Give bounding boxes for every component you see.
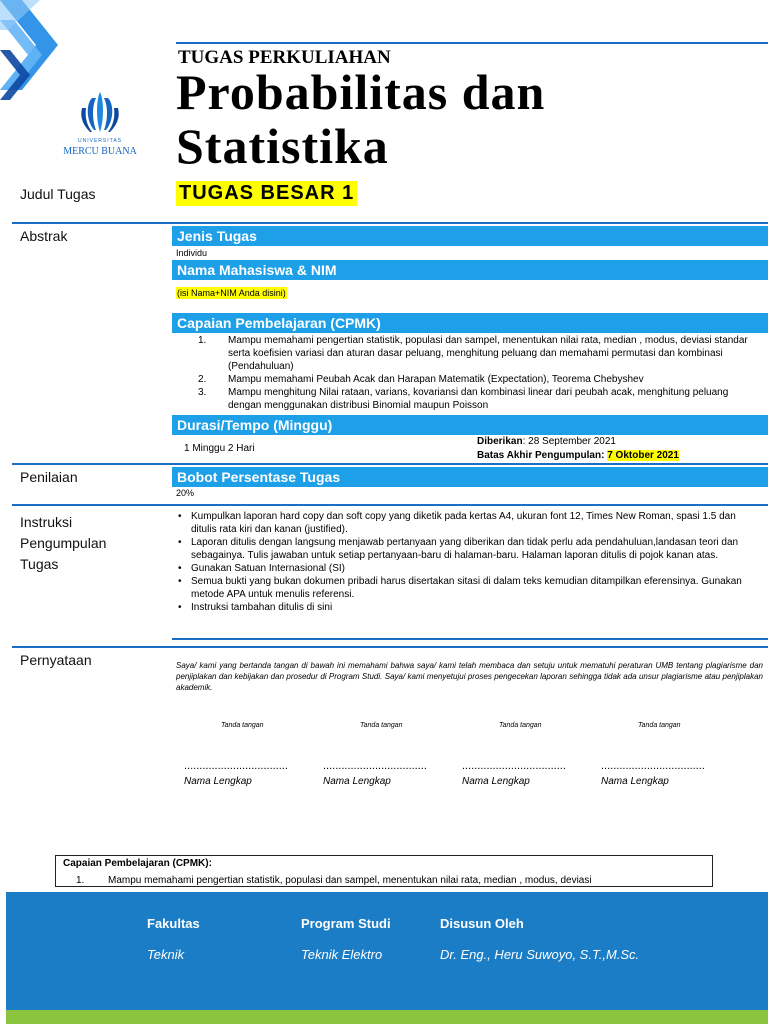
- prodi-label: Program Studi: [301, 916, 391, 931]
- batas-row: [477, 450, 679, 461]
- university-logo: [52, 90, 148, 166]
- cpmk-list: [176, 334, 760, 412]
- pernyataan-rule: [12, 646, 768, 648]
- cpmk-box-title: Capaian Pembelajaran (CPMK):: [63, 858, 212, 869]
- instruksi-label-3: Tugas: [20, 556, 59, 572]
- list-item: • Instruksi tambahan ditulis di sini: [176, 601, 760, 614]
- list-item: • Semua bukti yang bukan dokumen pribadi harus disertakan sitasi di dalam teks kemudian ditampilkan eferensinya. Gunakan metode APA untuk menulis referensi.: [176, 575, 760, 601]
- signature-line: ..................................: [323, 760, 427, 772]
- signature-name: Nama Lengkap: [601, 776, 669, 787]
- instruksi-label-1: Instruksi: [20, 514, 73, 530]
- logo-small-text: UNIVERSITAS: [78, 138, 122, 144]
- cpmk-num: 2.: [198, 374, 207, 385]
- signature-line: ..................................: [184, 760, 288, 772]
- page-title-line2: Statistika: [176, 118, 389, 174]
- logo-mark-icon: [52, 90, 148, 140]
- diberikan-row: [477, 436, 616, 447]
- signature-line: ..................................: [601, 760, 705, 772]
- abstrak-rule: [12, 222, 768, 224]
- cpmk-header: Capaian Pembelajaran (CPMK): [172, 313, 768, 333]
- diberikan-value: : 28 September 2021: [522, 436, 616, 447]
- penilaian-rule: [12, 463, 768, 465]
- bobot-value: 20%: [176, 488, 195, 498]
- instruksi-bottom-rule: [172, 638, 768, 640]
- penilaian-label: Penilaian: [20, 469, 78, 485]
- prodi-value: Teknik Elektro: [301, 947, 383, 962]
- pernyataan-label: Pernyataan: [20, 652, 92, 668]
- instruksi-rule: [12, 504, 768, 506]
- logo-name-text: MERCU BUANA: [63, 146, 137, 157]
- list-item: • Kumpulkan laporan hard copy dan soft copy yang diketik pada kertas A4, ukuran font 12, Times New Roman, spasi 1.5 dan ditulis rata kiri dan kanan (justified).: [176, 510, 760, 536]
- cpmk-text: Mampu memahami Peubah Acak dan Harapan Matematik (Expectation), Teorema Chebyshev: [228, 374, 644, 385]
- nama-nim-header: Nama Mahasiswa & NIM: [172, 260, 768, 280]
- cpmk-text: Mampu memahami pengertian statistik, populasi dan sampel, menentukan nilai rata, median , modus, deviasi standar serta koefisien variasi dan aturan dasar peluang, menghitung peluang dan memahami permutasi dan kombinasi (Pendahuluan): [228, 335, 748, 372]
- diberikan-label: Diberikan: [477, 436, 523, 447]
- disusun-value: Dr. Eng., Heru Suwoyo, S.T.,M.Sc.: [440, 947, 640, 962]
- cpmk-box-text: Mampu memahami pengertian statistik, populasi dan sampel, menentukan nilai rata, median , modus, deviasi: [108, 875, 592, 886]
- cpmk-num: 1.: [198, 335, 207, 346]
- signature-name: Nama Lengkap: [184, 776, 252, 787]
- cpmk-box: [55, 855, 713, 887]
- durasi-value: 1 Minggu 2 Hari: [184, 443, 255, 454]
- course-kind: TUGAS PERKULIAHAN: [178, 47, 391, 68]
- fakultas-label: Fakultas: [147, 916, 200, 931]
- signature-name: Nama Lengkap: [462, 776, 530, 787]
- batas-value: 7 Oktober 2021: [607, 450, 679, 461]
- cpmk-text: Mampu menghitung Nilai rataan, varians, kovariansi dan kombinasi linear dari peubah acak, menghitung peluang dengan menggunakan distribusi Binomial maupun Poisson: [228, 387, 729, 411]
- judul-label: Judul Tugas: [20, 186, 96, 202]
- pernyataan-text: Saya/ kami yang bertanda tangan di bawah ini memahami bahwa saya/ kami telah membaca dan setuju untuk mematuhi peraturan UMB tentang plagiarisme dan penjiplakan dan kebijakan dan prosedur di Program Studi. Saya/ kami menyetujui proses pengecekan laporan sehingga tidak ada unsur plagiarisme atau penjiplakan akademik.: [176, 661, 763, 692]
- instruksi-label-2: Pengumpulan: [20, 535, 107, 551]
- cpmk-num: 3.: [198, 387, 207, 398]
- jenis-tugas-value: Individu: [176, 248, 208, 258]
- signature-label: Tanda tangan: [638, 722, 681, 729]
- fakultas-value: Teknik: [147, 947, 185, 962]
- header-top-rule: [176, 42, 768, 44]
- cpmk-box-num: 1.: [76, 875, 85, 886]
- durasi-header: Durasi/Tempo (Minggu): [172, 415, 768, 435]
- nama-nim-value: (isi Nama+NIM Anda disini): [177, 288, 286, 298]
- list-item: • Gunakan Satuan Internasional (SI): [176, 562, 760, 575]
- disusun-label: Disusun Oleh: [440, 916, 524, 931]
- instruksi-list: [176, 510, 760, 614]
- list-item: [176, 373, 760, 386]
- bobot-header: Bobot Persentase Tugas: [172, 467, 768, 487]
- signature-label: Tanda tangan: [499, 722, 542, 729]
- page-title-line1: Probabilitas dan: [176, 64, 546, 120]
- judul-value: TUGAS BESAR 1: [176, 181, 357, 206]
- list-item: • Laporan ditulis dengan langsung menjawab pertanyaan yang diberikan dan tidak perlu ada pendahuluan,landasan teori dan sebagainya. Tulis jawaban untuk setiap pertanyaan-baru di halaman-baru. Halaman laporan ditulis di pojok kanan atas.: [176, 536, 760, 562]
- signature-line: ..................................: [462, 760, 566, 772]
- footer-green-strip: [6, 1010, 768, 1024]
- jenis-tugas-header: Jenis Tugas: [172, 226, 768, 246]
- batas-label: Batas Akhir Pengumpulan:: [477, 450, 605, 461]
- signature-label: Tanda tangan: [221, 722, 264, 729]
- footer-panel: [6, 892, 768, 1010]
- list-item: [176, 386, 760, 412]
- list-item: [176, 334, 760, 373]
- signature-name: Nama Lengkap: [323, 776, 391, 787]
- signature-label: Tanda tangan: [360, 722, 403, 729]
- abstrak-label: Abstrak: [20, 228, 68, 244]
